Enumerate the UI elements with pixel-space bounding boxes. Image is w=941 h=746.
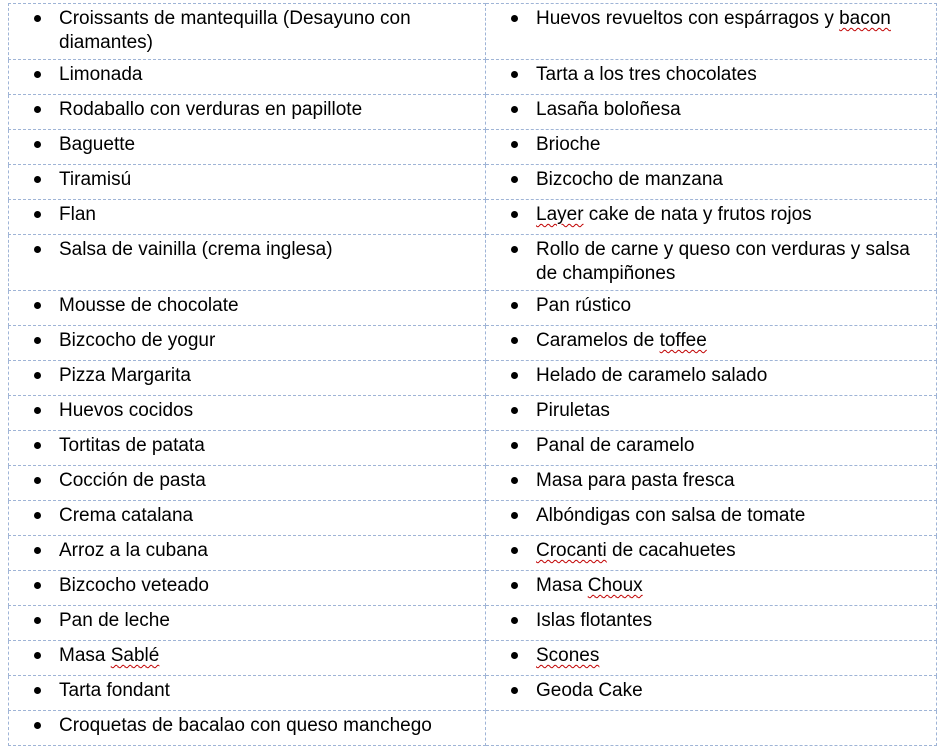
bullet-icon	[511, 176, 518, 183]
list-item	[486, 536, 936, 570]
list-item-text	[59, 133, 479, 157]
list-item	[9, 676, 485, 710]
list-item-text	[536, 238, 930, 286]
list-item-text-part: Pizza Margarita	[59, 365, 191, 386]
bullet-icon	[511, 246, 518, 253]
list-item-text	[59, 329, 479, 353]
table-cell-right	[486, 641, 937, 676]
list-item	[9, 641, 485, 675]
table-cell-left	[9, 501, 486, 536]
table-row	[9, 431, 937, 466]
spellcheck-word: Crocanti	[536, 540, 607, 561]
list-item-text-part: Crema catalana	[59, 505, 194, 526]
list-item-text	[59, 98, 479, 122]
spellcheck-word: bacon	[839, 8, 891, 29]
table-row	[9, 291, 937, 326]
list-item-text-part: Bizcocho veteado	[59, 575, 209, 596]
list-item-text-part: Masa	[59, 645, 111, 666]
spellcheck-word: Choux	[587, 575, 643, 596]
table-cell-left	[9, 641, 486, 676]
bullet-icon	[511, 652, 518, 659]
list-item	[9, 606, 485, 640]
bullet-icon	[34, 141, 41, 148]
table-cell-right	[486, 396, 937, 431]
list-item	[486, 676, 936, 710]
list-item-text	[536, 329, 930, 353]
table-cell-left	[9, 95, 486, 130]
bullet-icon	[511, 106, 518, 113]
list-item	[486, 130, 936, 164]
list-item-text-part: Piruletas	[536, 400, 610, 421]
table-cell-right	[486, 95, 937, 130]
list-item-text-part: Baguette	[59, 134, 136, 155]
bullet-icon	[34, 211, 41, 218]
table-row	[9, 130, 937, 165]
list-item	[486, 361, 936, 395]
table-cell-right	[486, 571, 937, 606]
bullet-icon	[34, 442, 41, 449]
table-cell-left	[9, 676, 486, 711]
list-item	[486, 235, 936, 290]
table-row	[9, 361, 937, 396]
list-item-text-part: Caramelos de	[536, 330, 660, 351]
list-item-text	[59, 504, 479, 528]
table-row	[9, 95, 937, 130]
list-item-text-part: Tarta a los tres chocolates	[536, 64, 757, 85]
list-item-text-part: Pan rústico	[536, 295, 632, 316]
list-item	[486, 4, 936, 38]
list-item-text	[59, 7, 479, 55]
table-row	[9, 501, 937, 536]
list-item-text-part: Rodaballo con verduras en papillote	[59, 99, 363, 120]
list-item-text	[536, 203, 930, 227]
list-item	[486, 291, 936, 325]
bullet-icon	[34, 477, 41, 484]
list-item-text-part: Helado de caramelo salado	[536, 365, 768, 386]
table-row	[9, 235, 937, 291]
list-item	[9, 466, 485, 500]
bullet-icon	[34, 652, 41, 659]
table-cell-right	[486, 431, 937, 466]
bullet-icon	[511, 687, 518, 694]
list-item-text	[536, 504, 930, 528]
bullet-icon	[511, 302, 518, 309]
table-cell-left	[9, 431, 486, 466]
list-item-text	[59, 63, 479, 87]
list-item	[9, 235, 485, 269]
list-item-text	[59, 203, 479, 227]
bullet-icon	[34, 617, 41, 624]
list-item	[486, 641, 936, 675]
table-cell-right	[486, 165, 937, 200]
list-item-text	[536, 574, 930, 598]
list-item-text-part: Tiramisú	[59, 169, 132, 190]
list-item-text	[536, 434, 930, 458]
table-row	[9, 466, 937, 501]
list-item-text	[536, 679, 930, 703]
list-item	[9, 501, 485, 535]
bullet-icon	[34, 106, 41, 113]
list-item-text-part: cake de nata y frutos rojos	[583, 204, 812, 225]
list-item-text-part: Croquetas de bacalao con queso manchego	[59, 715, 432, 736]
list-item-text	[59, 539, 479, 563]
bullet-icon	[34, 71, 41, 78]
table-cell-left	[9, 466, 486, 501]
list-item	[9, 396, 485, 430]
list-item	[486, 431, 936, 465]
bullet-icon	[511, 582, 518, 589]
table-cell-right	[486, 711, 937, 746]
list-item-text-part: Bizcocho de yogur	[59, 330, 216, 351]
list-item-text	[59, 574, 479, 598]
table-cell-left	[9, 165, 486, 200]
list-item-text	[59, 644, 479, 668]
table-cell-right	[486, 361, 937, 396]
list-item-text	[536, 168, 930, 192]
list-item	[486, 60, 936, 94]
list-item-text-part: Pan de leche	[59, 610, 170, 631]
list-item	[486, 466, 936, 500]
table-cell-left	[9, 361, 486, 396]
recipe-table-body	[9, 4, 937, 746]
table-row	[9, 711, 937, 746]
list-item-text	[59, 679, 479, 703]
list-item-text-part: Geoda Cake	[536, 680, 643, 701]
bullet-icon	[511, 71, 518, 78]
list-item-text-part: Masa	[536, 575, 588, 596]
table-row	[9, 641, 937, 676]
list-item	[486, 165, 936, 199]
list-item-text-part: Huevos revueltos con espárragos y	[536, 8, 840, 29]
list-item	[486, 326, 936, 360]
table-cell-right	[486, 291, 937, 326]
list-item-text-part: Cocción de pasta	[59, 470, 206, 491]
list-item-text	[536, 644, 930, 668]
table-row	[9, 571, 937, 606]
table-cell-left	[9, 60, 486, 95]
list-item	[486, 501, 936, 535]
list-item-text-part: Tortitas de patata	[59, 435, 205, 456]
list-item	[9, 361, 485, 395]
list-item-text-part: Tarta fondant	[59, 680, 170, 701]
list-item-text-part: Lasaña boloñesa	[536, 99, 681, 120]
list-item	[9, 431, 485, 465]
bullet-icon	[34, 722, 41, 729]
list-item-text	[536, 133, 930, 157]
table-cell-left	[9, 291, 486, 326]
list-item	[9, 326, 485, 360]
list-item	[486, 606, 936, 640]
table-cell-right	[486, 235, 937, 291]
table-row	[9, 60, 937, 95]
table-cell-right	[486, 606, 937, 641]
list-item-text	[59, 434, 479, 458]
table-cell-left	[9, 396, 486, 431]
spellcheck-word: Layer	[536, 204, 584, 225]
list-item-text	[536, 399, 930, 423]
table-row	[9, 326, 937, 361]
bullet-icon	[511, 211, 518, 218]
list-item-text	[536, 539, 930, 563]
list-item	[9, 4, 485, 59]
bullet-icon	[34, 372, 41, 379]
list-item-text-part: Islas flotantes	[536, 610, 653, 631]
bullet-icon	[511, 337, 518, 344]
table-row	[9, 676, 937, 711]
list-item-text-part: Arroz a la cubana	[59, 540, 208, 561]
bullet-icon	[511, 407, 518, 414]
bullet-icon	[34, 512, 41, 519]
table-cell-right	[486, 466, 937, 501]
table-cell-right	[486, 676, 937, 711]
bullet-icon	[34, 687, 41, 694]
list-item-text	[536, 63, 930, 87]
list-item	[9, 130, 485, 164]
list-item	[9, 95, 485, 129]
table-row	[9, 606, 937, 641]
table-cell-left	[9, 235, 486, 291]
bullet-icon	[511, 15, 518, 22]
table-row	[9, 396, 937, 431]
list-item-text-part: Flan	[59, 204, 96, 225]
table-cell-right	[486, 536, 937, 571]
list-item-text	[59, 294, 479, 318]
list-item-text-part: Rollo de carne y queso con verduras y salsa de champiñones	[536, 239, 910, 284]
list-item	[486, 200, 936, 234]
list-item	[9, 571, 485, 605]
bullet-icon	[34, 337, 41, 344]
bullet-icon	[511, 477, 518, 484]
list-item-text-part: Croissants de mantequilla (Desayuno con diamantes)	[59, 8, 411, 53]
table-cell-left	[9, 200, 486, 235]
list-item	[9, 291, 485, 325]
bullet-icon	[34, 547, 41, 554]
list-item-text-part: Mousse de chocolate	[59, 295, 239, 316]
bullet-icon	[511, 442, 518, 449]
list-item	[9, 200, 485, 234]
list-item-text	[536, 7, 930, 31]
list-item-text	[59, 609, 479, 633]
list-item-text	[536, 364, 930, 388]
spellcheck-word: Scones	[536, 645, 600, 666]
table-cell-left	[9, 4, 486, 60]
table-cell-right	[486, 501, 937, 536]
list-item-text	[536, 98, 930, 122]
spellcheck-word: toffee	[659, 330, 707, 351]
list-item-text-part: Panal de caramelo	[536, 435, 695, 456]
bullet-icon	[34, 582, 41, 589]
list-item	[9, 165, 485, 199]
list-item	[486, 95, 936, 129]
table-row	[9, 4, 937, 60]
table-cell-left	[9, 536, 486, 571]
list-item	[9, 60, 485, 94]
list-item	[9, 711, 485, 745]
bullet-icon	[511, 141, 518, 148]
bullet-icon	[511, 512, 518, 519]
list-item-text-part: Masa para pasta fresca	[536, 470, 735, 491]
list-item-text	[536, 469, 930, 493]
list-item-text-part: de cacahuetes	[606, 540, 736, 561]
list-item-text-part: Bizcocho de manzana	[536, 169, 723, 190]
recipe-table	[8, 3, 937, 746]
bullet-icon	[511, 372, 518, 379]
list-item-text	[59, 399, 479, 423]
list-item-text	[59, 168, 479, 192]
list-item-text-part: Limonada	[59, 64, 143, 85]
bullet-icon	[34, 15, 41, 22]
table-cell-right	[486, 4, 937, 60]
bullet-icon	[34, 302, 41, 309]
list-item-text	[59, 469, 479, 493]
table-cell-left	[9, 326, 486, 361]
table-cell-left	[9, 606, 486, 641]
table-cell-right	[486, 200, 937, 235]
table-cell-right	[486, 326, 937, 361]
bullet-icon	[34, 246, 41, 253]
list-item-text-part: Huevos cocidos	[59, 400, 194, 421]
table-cell-left	[9, 571, 486, 606]
bullet-icon	[511, 547, 518, 554]
list-item-text	[536, 294, 930, 318]
bullet-icon	[34, 407, 41, 414]
table-cell-left	[9, 711, 486, 746]
list-item-text-part: Brioche	[536, 134, 601, 155]
table-cell-right	[486, 60, 937, 95]
list-item-text-part: Albóndigas con salsa de tomate	[536, 505, 806, 526]
list-item-text-part: Salsa de vainilla (crema inglesa)	[59, 239, 333, 260]
list-item	[486, 396, 936, 430]
list-item-text	[536, 609, 930, 633]
table-cell-left	[9, 130, 486, 165]
table-cell-right	[486, 130, 937, 165]
bullet-icon	[34, 176, 41, 183]
spellcheck-word: Sablé	[110, 645, 160, 666]
table-row	[9, 536, 937, 571]
list-item	[9, 536, 485, 570]
list-item	[486, 571, 936, 605]
list-item-text	[59, 364, 479, 388]
bullet-icon	[511, 617, 518, 624]
table-row	[9, 165, 937, 200]
list-item-text	[59, 714, 479, 738]
table-row	[9, 200, 937, 235]
list-item-text	[59, 238, 479, 262]
